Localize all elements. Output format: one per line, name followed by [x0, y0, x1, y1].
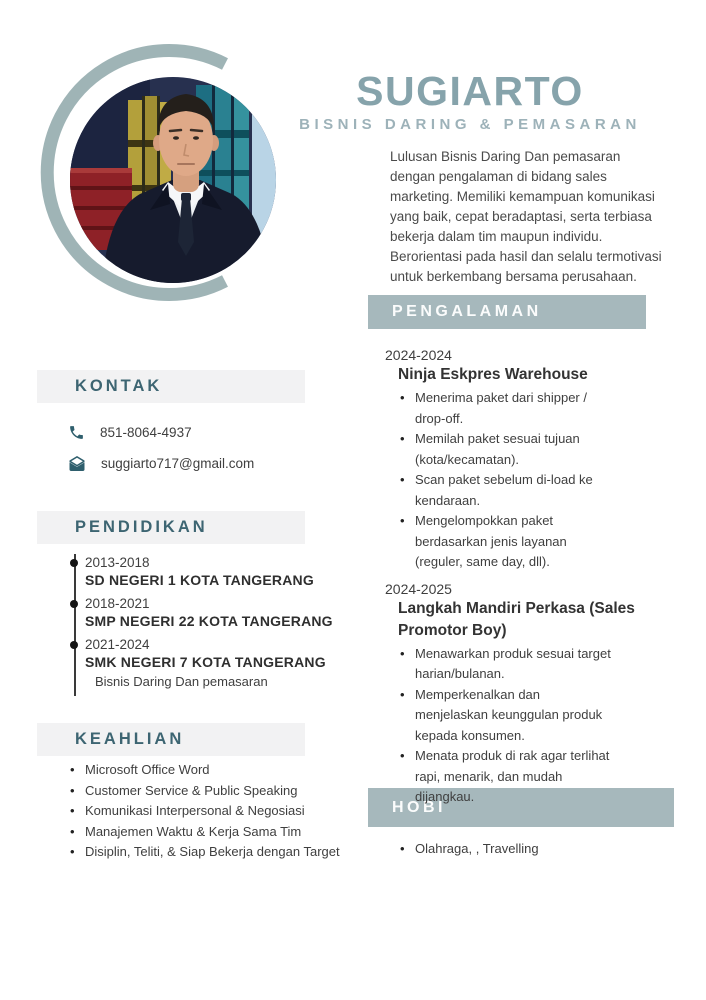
skill-item: • Customer Service & Public Speaking [68, 784, 368, 797]
education-years: 2018-2021 [85, 596, 150, 611]
profile-summary: Lulusan Bisnis Daring Dan pemasaran dengan pengalaman di bidang sales marketing. Memiliki kemampuan komunikasi yang baik, cepat beradaptasi, serta terbiasa bekerja dalam tim maupun individu. Berorientasi pada hasil dan selalu termotivasi untuk berkembang bersama perusahaan. [390, 149, 662, 284]
profile-photo [0, 0, 330, 310]
hobbies-list [398, 840, 638, 858]
skills-list [68, 763, 368, 866]
job-duties-list [398, 388, 616, 573]
education-timeline [74, 554, 333, 696]
job-duty: • Memperkenalkan dan menjelaskan keunggulan produk kepada konsumen. [398, 685, 616, 747]
education-school: SMP NEGERI 22 KOTA TANGERANG [85, 613, 333, 629]
section-title-pendidikan: PENDIDIKAN [37, 511, 305, 544]
education-school: SD NEGERI 1 KOTA TANGERANG [85, 572, 314, 588]
section-title-pengalaman: PENGALAMAN [368, 295, 646, 329]
job-company: Langkah Mandiri Perkasa (Sales Promotor Boy) [398, 599, 635, 639]
education-major: Bisnis Daring Dan pemasaran [95, 674, 268, 689]
experience-section [385, 346, 667, 815]
contact-list [68, 424, 254, 471]
email-icon [68, 456, 86, 471]
education-years: 2013-2018 [85, 555, 150, 570]
education-item [76, 636, 333, 690]
job-duty: • Menerima paket dari shipper / drop-off. [398, 388, 616, 429]
person-name: SUGIARTO [356, 68, 584, 114]
education-item [76, 554, 333, 589]
job-entry [385, 346, 667, 573]
phone-number: 851-8064-4937 [100, 425, 192, 440]
phone-icon [68, 424, 85, 441]
job-duties-list [398, 644, 616, 808]
email-address: suggiarto717@gmail.com [101, 456, 255, 471]
job-years: 2024-2025 [385, 580, 452, 597]
job-duty: • Mengelompokkan paket berdasarkan jenis layanan (reguler, same day, dll). [398, 511, 616, 573]
section-title-kontak: KONTAK [37, 370, 305, 403]
job-company: Ninja Eskpres Warehouse [398, 366, 588, 383]
skill-item: • Microsoft Office Word [68, 763, 368, 776]
job-duty: • Menawarkan produk sesuai target harian/bulanan. [398, 644, 616, 685]
job-duty: • Menata produk di rak agar terlihat rapi, menarik, dan mudah dijangkau. [398, 746, 616, 808]
job-years: 2024-2024 [385, 347, 452, 363]
hobby-item: • Olahraga, , Travelling [398, 840, 638, 858]
skill-item: • Komunikasi Interpersonal & Negosiasi [68, 804, 368, 817]
contact-phone-row [68, 424, 254, 441]
job-entry [385, 580, 667, 808]
skill-item: • Disiplin, Teliti, & Siap Bekerja dengan Target [68, 845, 368, 858]
section-title-hobi: HOBI [368, 788, 674, 827]
person-title: BISNIS DARING & PEMASARAN [299, 116, 641, 133]
skill-item: • Manajemen Waktu & Kerja Sama Tim [68, 825, 368, 838]
section-title-keahlian: KEAHLIAN [37, 723, 305, 756]
job-duty: • Memilah paket sesuai tujuan (kota/kecamatan). [398, 429, 616, 470]
job-duty: • Scan paket sebelum di-load ke kendaraan. [398, 470, 616, 511]
education-item [76, 595, 333, 630]
contact-email-row [68, 456, 254, 471]
education-years: 2021-2024 [85, 637, 150, 652]
portrait-image [70, 77, 276, 283]
education-school: SMK NEGERI 7 KOTA TANGERANG [85, 654, 326, 670]
